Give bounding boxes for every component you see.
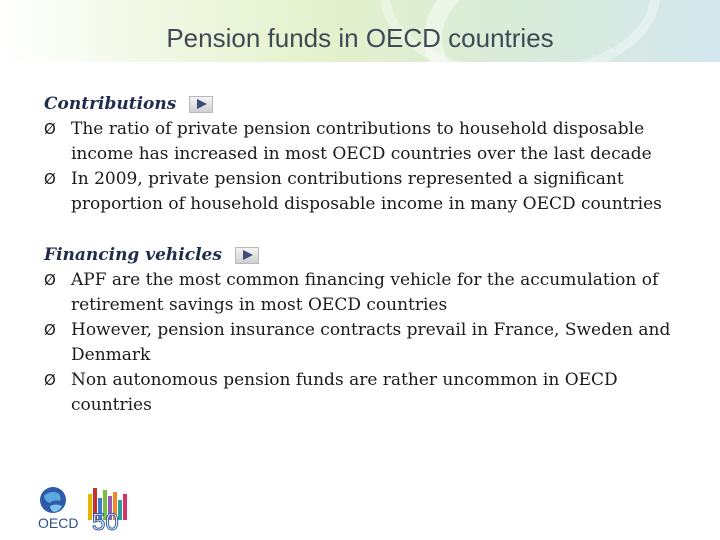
section-heading: [44, 92, 694, 117]
list-item: [44, 268, 694, 318]
logo-text: OECD: [38, 515, 79, 531]
play-icon[interactable]: [189, 96, 213, 113]
bullet-arrow-icon: Ø: [44, 371, 56, 389]
play-icon[interactable]: [235, 247, 259, 264]
bullet-text: APF are the most common financing vehicle for the accumulation of retirement savings in most OECD countries: [71, 270, 659, 315]
section-heading-text: Financing vehicles: [44, 245, 222, 265]
section-heading: [44, 243, 694, 268]
bullet-arrow-icon: Ø: [44, 120, 56, 138]
slide-body: [44, 92, 694, 418]
bullet-text: The ratio of private pension contributions to household disposable income has increased in most OECD countries over the last decade: [71, 119, 652, 164]
list-item: [44, 318, 694, 368]
list-item: [44, 368, 694, 418]
bullet-arrow-icon: Ø: [44, 271, 56, 289]
oecd-50-logo: [36, 484, 136, 532]
logo-anniversary: 50: [92, 509, 119, 532]
bullet-text: Non autonomous pension funds are rather uncommon in OECD countries: [71, 370, 618, 415]
bullet-text: In 2009, private pension contributions represented a significant proportion of household disposable income in many OECD countries: [71, 169, 662, 214]
bullet-arrow-icon: Ø: [44, 170, 56, 188]
bullet-list: [44, 268, 694, 418]
section-contributions: [44, 92, 694, 217]
bullet-list: [44, 117, 694, 217]
list-item: [44, 117, 694, 167]
bullet-arrow-icon: Ø: [44, 321, 56, 339]
list-item: [44, 167, 694, 217]
slide-title: Pension funds in OECD countries: [166, 23, 554, 53]
section-financing-vehicles: [44, 243, 694, 418]
section-heading-text: Contributions: [44, 94, 177, 114]
bullet-text: However, pension insurance contracts prevail in France, Sweden and Denmark: [71, 320, 671, 365]
